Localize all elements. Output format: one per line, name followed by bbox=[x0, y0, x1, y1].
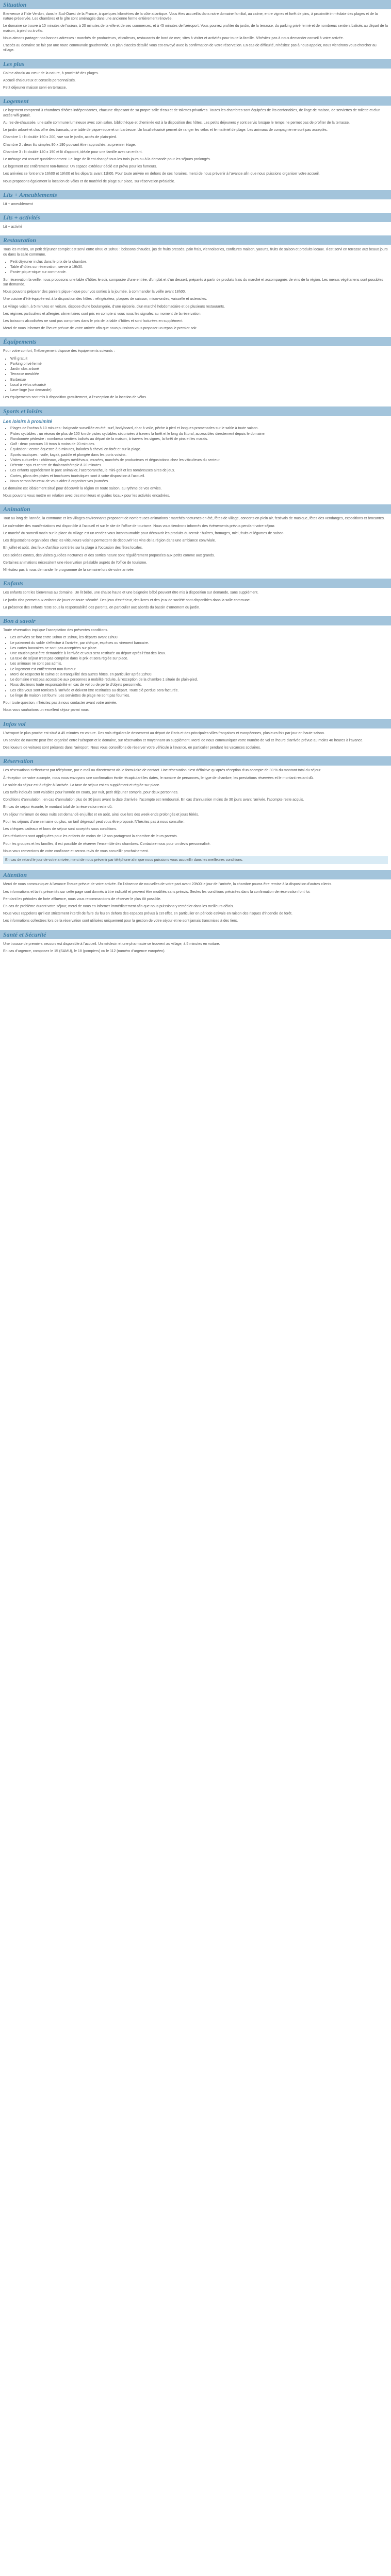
paragraph: Nous pouvons préparer des paniers pique-nique pour vos sorties à la journée, à commander la veille avant 18h00. bbox=[3, 290, 186, 294]
paragraph: Le domaine est idéalement situé pour découvrir la région en toute saison, au rythme de vos envies. bbox=[3, 487, 162, 490]
paragraph: Bienvenue à l'Isle Verdon, dans le Sud-Ouest de la France, à quelques kilomètres de la côte atlantique. Vous êtes accueillis dans notre domaine familial, au calme, entre vignes et forêt de pins, à proximité immédiate des plages et de la nature préservée. Les chambres et le gîte sont aménagés dans une ancienne ferme entièrement rénovée. bbox=[3, 12, 379, 21]
paragraph: N'hésitez pas à nous demander le programme de la semaine lors de votre arrivée. bbox=[3, 568, 135, 572]
section-body-logement bbox=[0, 108, 391, 184]
paragraph: En cas de séjour écourté, le montant total de la réservation reste dû. bbox=[3, 805, 113, 809]
list-item: • Les arrivées se font entre 16h00 et 19h00, les départs avant 11h00. bbox=[10, 635, 388, 640]
paragraph: Une cuisine d'été équipée est à la disposition des hôtes : réfrigérateur, plaques de cuisson, micro-ondes, vaisselle et ustensiles. bbox=[3, 297, 207, 301]
section-attention bbox=[0, 870, 391, 923]
list-item: • Le logement est entièrement non-fumeur. bbox=[10, 667, 388, 672]
list-item: • Lave-linge (sur demande) bbox=[10, 388, 388, 393]
paragraph: Le ménage est assuré quotidiennement. Le linge de lit est changé tous les trois jours ou à la demande pour les séjours prolongés. bbox=[3, 157, 211, 161]
section-body-infos-vol bbox=[0, 731, 391, 751]
paragraph: Lit + ameublement bbox=[3, 202, 33, 206]
paragraph: Un séjour minimum de deux nuits est demandé en juillet et en août, ainsi que lors des week-ends prolongés et jours fériés. bbox=[3, 812, 199, 817]
paragraph: Merci de nous informer de l'heure prévue de votre arrivée afin que nous puissions vous proposer un repas le premier soir. bbox=[3, 327, 198, 331]
paragraph: Chambre 3 : lit double 140 x 190 et lit d'appoint, idéale pour une famille avec un enfant. bbox=[3, 150, 143, 154]
paragraph: Les boissons alcoolisées ne sont pas comprises dans le prix de la table d'hôtes et sont facturées en supplément. bbox=[3, 319, 184, 323]
paragraph: Nous vous souhaitons un excellent séjour parmi nous. bbox=[3, 708, 90, 713]
paragraph: Les arrivées se font entre 16h00 et 19h00 et les départs avant 11h00. Pour toute arrivée en dehors de ces horaires, merci de nous prévenir à l'avance afin que nous puissions organiser votre accueil. bbox=[3, 172, 320, 176]
paragraph: Les informations et tarifs présentés sur cette page sont donnés à titre indicatif et peuvent être modifiés sans préavis. Seules les conditions précisées dans la confirmation de réservation font foi. bbox=[3, 890, 311, 894]
paragraph: Tout au long de l'année, la commune et les villages environnants proposent de nombreuses animations : marchés nocturnes en été, fêtes de village, concerts en plein air, festivals de musique, fêtes des vendanges, expositions et brocantes. bbox=[3, 517, 385, 521]
list-item: • Détente : spa et centre de thalassothérapie à 20 minutes. bbox=[10, 463, 388, 468]
bullet-list bbox=[3, 635, 388, 698]
paragraph: Calme absolu au cœur de la nature, à proximité des plages. bbox=[3, 71, 99, 75]
paragraph: Le jardin clos permet aux enfants de jouer en toute sécurité. Des jeux d'extérieur, des livres et des jeux de société sont disponibles dans la salle commune. bbox=[3, 598, 251, 602]
page bbox=[0, 0, 391, 980]
list-item: • Merci de respecter le calme et la tranquillité des autres hôtes, en particulier après 22h00. bbox=[10, 672, 388, 677]
paragraph: Sur réservation la veille, nous proposons une table d'hôtes le soir, composée d'une entrée, d'un plat et d'un dessert, préparés à partir de produits frais du marché et accompagnés de vins de la région. Les menus végétariens sont possibles sur demande. bbox=[3, 278, 384, 286]
section-sports bbox=[0, 406, 391, 499]
section-title-logement: Logement bbox=[0, 96, 391, 106]
list-item: • Wifi gratuit bbox=[10, 357, 388, 361]
paragraph: Le solde du séjour est à régler à l'arrivée. La taxe de séjour est en supplément et réglée sur place. bbox=[3, 783, 160, 787]
section-body-restauration bbox=[0, 247, 391, 331]
list-item: • Les animaux ne sont pas admis. bbox=[10, 662, 388, 666]
paragraph: Le calendrier des manifestations est disponible à l'accueil et sur le site de l'office de tourisme. Nous vous tiendrons informés des événements prévus pendant votre séjour. bbox=[3, 524, 275, 528]
list-item: • Pistes cyclables : un réseau de plus de 100 km de pistes cyclables sécurisées à travers la forêt et le long du littoral, accessibles directement depuis le domaine. bbox=[10, 432, 388, 436]
section-body-sports bbox=[0, 419, 391, 499]
list-item: • Visites culturelles : châteaux, villages médiévaux, musées, marchés de producteurs et dégustations chez les viticulteurs du secteur. bbox=[10, 458, 388, 463]
paragraph: Les équipements sont mis à disposition gratuitement, à l'exception de la location de vélos. bbox=[3, 396, 147, 400]
paragraph: Le village voisin, à 5 minutes en voiture, dispose d'une boulangerie, d'une épicerie, d'un marché hebdomadaire et de plusieurs restaurants. bbox=[3, 304, 225, 309]
list-item: • Le linge de maison est fourni. Les serviettes de plage ne sont pas fournies. bbox=[10, 693, 388, 698]
list-item: • Les enfants apprécieront le parc animalier, l'accrobranche, le mini-golf et les nombreuses aires de jeux. bbox=[10, 468, 388, 473]
list-item: • Une caution peut être demandée à l'arrivée et vous sera restituée au départ après l'état des lieux. bbox=[10, 651, 388, 656]
paragraph: Accueil chaleureux et conseils personnalisés. bbox=[3, 78, 76, 82]
section-restauration bbox=[0, 235, 391, 331]
paragraph: Pendant les périodes de forte affluence, nous vous recommandons de réserver le plus tôt possible. bbox=[3, 897, 161, 901]
section-lits bbox=[0, 190, 391, 207]
paragraph: Nous aimons partager nos bonnes adresses : marchés de producteurs, viticulteurs, restaurants de bord de mer, sites à visiter et activités pour toute la famille. N'hésitez pas à nous demander conseil à votre arrivée. bbox=[3, 36, 344, 40]
list-item: • Équitation : centre équestre à 5 minutes, balades à cheval en forêt et sur la plage. bbox=[10, 447, 388, 452]
section-title-situation: Situation bbox=[0, 0, 391, 9]
paragraph: Des réductions sont appliquées pour les enfants de moins de 12 ans partageant la chambre de leurs parents. bbox=[3, 835, 178, 839]
paragraph: La présence des enfants reste sous la responsabilité des parents, en particulier aux abords du bassin d'ornement du jardin. bbox=[3, 605, 200, 609]
section-bon-a-savoir bbox=[0, 616, 391, 713]
bullet-list bbox=[3, 357, 388, 393]
section-body-bon-a-savoir bbox=[0, 628, 391, 713]
paragraph: L'accès au domaine se fait par une route communale goudronnée. Un plan d'accès détaillé vous est envoyé avec la confirmation de votre réservation. En cas de difficulté, n'hésitez pas à nous appeler, nous viendrons vous chercher au village. bbox=[3, 44, 378, 53]
section-sante bbox=[0, 930, 391, 954]
section-activites bbox=[0, 213, 391, 229]
paragraph: Pour les groupes et les familles, il est possible de réserver l'ensemble des chambres. Contactez-nous pour un devis personnalisé. bbox=[3, 842, 211, 846]
paragraph: Pour les séjours d'une semaine ou plus, un tarif dégressif peut vous être proposé. N'hésitez pas à nous consulter. bbox=[3, 820, 185, 824]
section-title-les-plus: Les plus bbox=[0, 59, 391, 69]
list-item: • Table d'hôtes sur réservation, servie à 19h30. bbox=[10, 265, 388, 269]
list-item: • Barbecue bbox=[10, 378, 388, 382]
paragraph: Les informations collectées lors de la réservation sont utilisées uniquement pour la gestion de votre séjour et ne sont jamais transmises à des tiers. bbox=[3, 919, 238, 923]
list-item: • Petit déjeuner inclus dans le prix de la chambre. bbox=[10, 260, 388, 264]
paragraph: Merci de nous communiquer à l'avance l'heure prévue de votre arrivée. En l'absence de nouvelles de votre part avant 20h00 le jour de l'arrivée, la chambre pourra être remise à la disposition d'autres clients. bbox=[3, 883, 333, 887]
list-item: • Sports nautiques : voile, kayak, paddle et plongée dans les ports voisins. bbox=[10, 453, 388, 457]
list-item: • Jardin clos arboré bbox=[10, 367, 388, 371]
list-item: • Golf : deux parcours 18 trous à moins de 20 minutes. bbox=[10, 442, 388, 447]
section-infos-vol bbox=[0, 719, 391, 751]
paragraph: Les dégustations organisées chez les viticulteurs voisins permettent de découvrir les vins de la région dans une ambiance conviviale. bbox=[3, 539, 216, 543]
list-item: • Nous serons heureux de vous aider à organiser vos journées. bbox=[10, 479, 388, 484]
paragraph: Le logement comprend 3 chambres d'hôtes indépendantes, chacune disposant de sa propre salle d'eau et de toilettes privatives. Toutes les chambres sont équipées de lits confortables, de linge de maison, de serviettes de toilette et d'un accès wifi gratuit. bbox=[3, 109, 382, 117]
paragraph: Le jardin arboré et clos offre des transats, une table de pique-nique et un barbecue. Un local sécurisé permet de ranger les vélos et le matériel de plage. Les animaux de compagnie ne sont pas acceptés. bbox=[3, 128, 328, 132]
section-body-les-plus bbox=[0, 71, 391, 91]
paragraph: Pour toute question, n'hésitez pas à nous contacter avant votre arrivée. bbox=[3, 701, 117, 705]
paragraph: Une trousse de premiers secours est disponible à l'accueil. Un médecin et une pharmacie se trouvent au village, à 5 minutes en voiture. bbox=[3, 942, 220, 946]
bullet-list bbox=[3, 426, 388, 484]
section-title-sports: Sports et loisirs bbox=[0, 406, 391, 416]
paragraph: Nous proposons également la location de vélos et de matériel de plage sur place, sur réservation préalable. bbox=[3, 179, 175, 183]
paragraph: Les réservations s'effectuent par téléphone, par e-mail ou directement via le formulaire de contact. Une réservation n'est définitive qu'après réception d'un acompte de 30 % du montant total du séjour. bbox=[3, 769, 321, 773]
section-les-plus bbox=[0, 59, 391, 91]
paragraph: En juillet et août, des feux d'artifice sont tirés sur la plage à l'occasion des fêtes locales. bbox=[3, 546, 143, 550]
paragraph: Le marché du samedi matin sur la place du village est un rendez-vous incontournable pour découvrir les produits du terroir : huîtres, fromages, miel, fruits et légumes de saison. bbox=[3, 531, 285, 535]
list-item: • Les cartes bancaires ne sont pas acceptées sur place. bbox=[10, 646, 388, 651]
list-item: • Cartes, plans des pistes et brochures touristiques sont à votre disposition à l'accueil. bbox=[10, 474, 388, 479]
paragraph: Le logement est entièrement non-fumeur. Un espace extérieur dédié est prévu pour les fumeurs. bbox=[3, 165, 157, 169]
paragraph: Toute réservation implique l'acceptation des présentes conditions. bbox=[3, 629, 108, 633]
section-body-sante bbox=[0, 942, 391, 954]
paragraph: Nous pouvons vous mettre en relation avec des moniteurs et guides locaux pour les activités encadrées. bbox=[3, 494, 170, 498]
section-animation bbox=[0, 504, 391, 572]
section-title-infos-vol: Infos vol bbox=[0, 719, 391, 728]
section-title-bon-a-savoir: Bon à savoir bbox=[0, 616, 391, 625]
section-body-animation bbox=[0, 516, 391, 572]
section-equipements bbox=[0, 337, 391, 400]
paragraph: Petit déjeuner maison servi en terrasse. bbox=[3, 86, 67, 90]
section-logement bbox=[0, 96, 391, 184]
paragraph: Nous vous remercions de votre confiance et serons ravis de vous accueillir prochainement. bbox=[3, 849, 149, 853]
section-body-activites bbox=[0, 225, 391, 229]
paragraph: Conditions d'annulation : en cas d'annulation plus de 30 jours avant la date d'arrivée, l'acompte est remboursé. En cas d'annulation moins de 30 jours avant l'arrivée, l'acompte reste acquis. bbox=[3, 798, 304, 802]
list-item: • Le domaine n'est pas accessible aux personnes à mobilité réduite, à l'exception de la chambre 1 située de plain-pied. bbox=[10, 677, 388, 682]
paragraph: Les enfants sont les bienvenus au domaine. Un lit bébé, une chaise haute et une baignoire bébé peuvent être mis à disposition sur demande, sans supplément. bbox=[3, 591, 258, 595]
section-situation bbox=[0, 0, 391, 53]
section-body-lits bbox=[0, 202, 391, 207]
paragraph: Les chèques cadeaux et bons de séjour sont acceptés sous conditions. bbox=[3, 827, 118, 832]
list-item: • Parking privé fermé bbox=[10, 362, 388, 366]
section-title-reservation: Réservation bbox=[0, 756, 391, 766]
paragraph: Pour votre confort, l'hébergement dispose des équipements suivants : bbox=[3, 349, 115, 353]
paragraph: En cas d'urgence, composez le 15 (SAMU), le 18 (pompiers) ou le 112 (numéro d'urgence européen). bbox=[3, 949, 166, 953]
paragraph: À réception de votre acompte, nous vous envoyons une confirmation écrite récapitulant les dates, le nombre de personnes, le type de chambre, les prestations réservées et le montant restant dû. bbox=[3, 776, 314, 780]
paragraph: Chambre 1 : lit double 160 x 200, vue sur le jardin, accès de plain-pied. bbox=[3, 135, 117, 140]
paragraph: Lit + activité bbox=[3, 225, 23, 229]
section-body-attention bbox=[0, 882, 391, 923]
paragraph: Un service de navette peut être organisé entre l'aéroport et le domaine, sur réservation et moyennant un supplément. Merci de nous communiquer votre numéro de vol et l'heure d'arrivée prévue au moins 48 heures à l'avance. bbox=[3, 738, 364, 742]
section-title-restauration: Restauration bbox=[0, 235, 391, 245]
section-body-reservation bbox=[0, 768, 391, 864]
paragraph: Au rez-de-chaussée, une salle commune lumineuse avec coin salon, bibliothèque et cheminée est à la disposition des hôtes. Les petits déjeuners y sont servis lorsque le temps ne permet pas de profiter de la terrasse. bbox=[3, 121, 350, 125]
list-item: • Local à vélos sécurisé bbox=[10, 383, 388, 387]
subsection-title: Les loisirs à proximité bbox=[3, 418, 53, 424]
list-item: • Panier pique-nique sur commande. bbox=[10, 270, 388, 275]
section-title-activites: Lits + activités bbox=[0, 213, 391, 222]
paragraph: Tous les matins, un petit déjeuner complet est servi entre 8h00 et 10h00 : boissons chaudes, jus de fruits pressés, pain frais, viennoiseries, confitures maison, yaourts, fruits de saison et produits locaux. Il est servi en terrasse aux beaux jours ou dans la salle commune. bbox=[3, 248, 389, 257]
list-item: • Terrasse meublée bbox=[10, 372, 388, 377]
paragraph: Des soirées contes, des visites guidées nocturnes et des sorties nature sont régulièrement proposées aux petits comme aux grands. bbox=[3, 553, 215, 557]
section-title-animation: Animation bbox=[0, 504, 391, 514]
section-title-lits: Lits + Ameublements bbox=[0, 190, 391, 199]
highlight-note: En cas de retard le jour de votre arrivée, merci de nous prévenir par téléphone afin que nous puissions vous accueillir dans les meilleures conditions. bbox=[3, 856, 388, 864]
paragraph: Des loueurs de voitures sont présents dans l'aéroport. Nous vous conseillons de réserver votre véhicule à l'avance, en particulier pendant les vacances scolaires. bbox=[3, 746, 261, 750]
list-item: • Les clés vous sont remises à l'arrivée et doivent être restituées au départ. Toute clé perdue sera facturée. bbox=[10, 688, 388, 693]
section-body-enfants bbox=[0, 590, 391, 610]
section-enfants bbox=[0, 579, 391, 610]
section-reservation bbox=[0, 756, 391, 864]
bullet-list bbox=[3, 260, 388, 275]
section-title-attention: Attention bbox=[0, 870, 391, 879]
paragraph: Nous vous rappelons qu'il est strictement interdit de faire du feu en dehors des espaces prévus à cet effet, en particulier en période estivale en raison des risques d'incendie de forêt. bbox=[3, 912, 292, 916]
paragraph: Le domaine se trouve à 10 minutes de l'océan, à 20 minutes de la ville et de ses commerces, et à 45 minutes de l'aéroport. Vous pourrez profiter du jardin, de la terrasse, du parking privé fermé et de nombreux sentiers balisés au départ de la maison, à pied ou à vélo. bbox=[3, 24, 389, 33]
section-body-situation bbox=[0, 12, 391, 53]
paragraph: En cas de problème durant votre séjour, merci de nous en informer immédiatement afin que nous puissions y remédier dans les meilleurs délais. bbox=[3, 905, 234, 909]
list-item: • Le paiement du solde s'effectue à l'arrivée, par chèque, espèces ou virement bancaire. bbox=[10, 641, 388, 646]
paragraph: Les régimes particuliers et allergies alimentaires sont pris en compte si vous nous les signalez au moment de la réservation. bbox=[3, 312, 202, 316]
list-item: • Plages de l'océan à 10 minutes : baignade surveillée en été, surf, bodyboard, char à voile, pêche à pied et longues promenades sur le sable à toute saison. bbox=[10, 426, 388, 431]
list-item: • Randonnée pédestre : nombreux sentiers balisés au départ de la maison, à travers les vignes, la forêt de pins et les marais. bbox=[10, 437, 388, 442]
section-title-equipements: Équipements bbox=[0, 337, 391, 346]
paragraph: Chambre 2 : deux lits simples 90 x 190 pouvant être rapprochés, au premier étage. bbox=[3, 143, 136, 147]
list-item: • Nous déclinons toute responsabilité en cas de vol ou de perte d'objets personnels. bbox=[10, 683, 388, 687]
paragraph: L'aéroport le plus proche est situé à 45 minutes en voiture. Des vols réguliers le desservent au départ de Paris et des principales villes françaises et européennes, plusieurs fois par jour en haute saison. bbox=[3, 731, 325, 735]
section-title-enfants: Enfants bbox=[0, 579, 391, 588]
list-item: • La taxe de séjour n'est pas comprise dans le prix et sera réglée sur place. bbox=[10, 656, 388, 661]
section-title-sante: Santé et Sécurité bbox=[0, 930, 391, 939]
section-body-equipements bbox=[0, 349, 391, 400]
paragraph: Les tarifs indiqués sont valables pour l'année en cours, par nuit, petit déjeuner compris, pour deux personnes. bbox=[3, 790, 178, 794]
paragraph: Certaines animations nécessitent une réservation préalable auprès de l'office de tourisme. bbox=[3, 561, 148, 565]
